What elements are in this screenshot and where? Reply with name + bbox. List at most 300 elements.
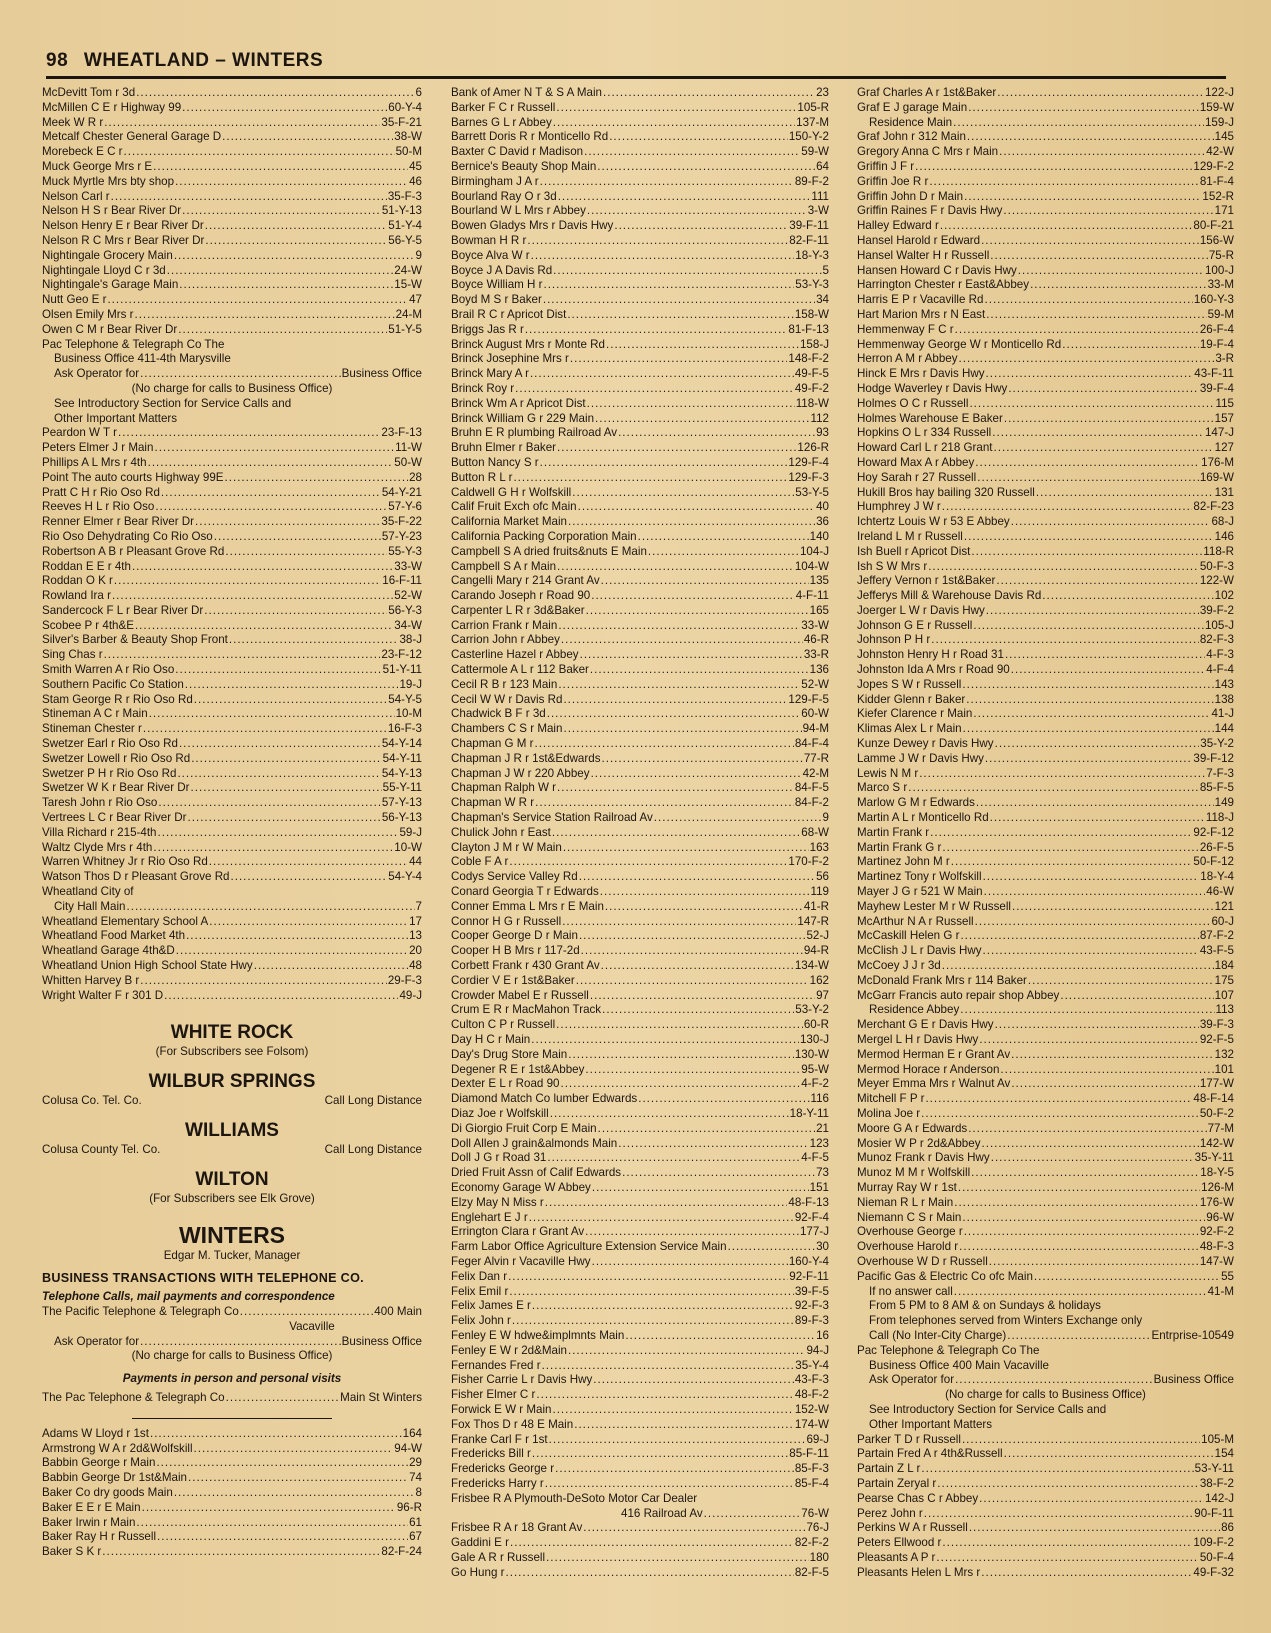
leader-dots	[158, 826, 399, 841]
leader-dots	[1004, 1447, 1214, 1462]
listing-name: Moore G A r Edwards	[857, 1121, 968, 1135]
listing-number: 76-J	[806, 1521, 829, 1535]
leader-dots	[550, 1107, 789, 1122]
listing-name: Bowman H R r	[451, 233, 527, 247]
leader-dots	[973, 619, 1204, 634]
listing-row	[42, 145, 422, 160]
listing-name: Lamme J W r Davis Hwy	[857, 751, 984, 765]
leader-dots	[1011, 1048, 1214, 1063]
listing-number: 105-J	[1204, 618, 1234, 632]
listing-number: 111	[811, 189, 829, 203]
listing-number: 138	[1214, 692, 1234, 706]
listing-number: 23-F-13	[381, 426, 422, 440]
leader-dots	[969, 1521, 1220, 1536]
leader-dots	[154, 441, 394, 456]
leader-dots	[506, 1566, 794, 1581]
listing-row	[857, 116, 1234, 131]
listing-name: Pratt C H r Rio Oso Rd	[42, 485, 160, 499]
leader-dots	[546, 1551, 809, 1566]
listing-number: 34	[816, 293, 829, 307]
listing-name: Herron A M r Abbey	[857, 352, 958, 366]
section-title-wilbur-springs: WILBUR SPRINGS	[148, 1071, 316, 1093]
leader-dots	[654, 811, 822, 826]
listing-row	[451, 116, 829, 131]
listing-number: 118-R	[1203, 544, 1234, 558]
no-charge-note: (No charge for calls to Business Office)	[131, 1349, 333, 1363]
listing-row	[42, 1427, 422, 1442]
listing-number: 96-R	[396, 1500, 422, 1514]
listing-row	[857, 796, 1234, 811]
listing-name: Caldwell G H r Wolfskill	[451, 485, 572, 499]
leader-dots	[174, 249, 415, 264]
listing-row	[42, 574, 422, 589]
listing-row	[857, 574, 1234, 589]
leader-dots	[983, 944, 1199, 959]
leader-dots	[985, 752, 1192, 767]
leader-dots	[194, 1442, 394, 1457]
listing-name: Ireland L M r Russell	[857, 529, 963, 543]
listing-number: 143	[1214, 677, 1234, 691]
listing-row	[451, 959, 829, 974]
listing-row	[451, 1063, 829, 1078]
leader-dots	[638, 530, 809, 545]
leader-dots	[182, 101, 387, 116]
listing-name: Wright Walter F r 301 D	[42, 988, 164, 1002]
leader-dots	[118, 426, 380, 441]
listing-number: 59-J	[399, 825, 422, 839]
listing-number: 56-Y-3	[388, 603, 422, 617]
listing-row	[451, 86, 829, 101]
listing-row	[451, 796, 829, 811]
leader-dots	[214, 530, 381, 545]
listing-row	[857, 249, 1234, 264]
listing-name: McMillen C E r Highway 99	[42, 100, 182, 114]
listing-name: Day's Drug Store Main	[451, 1047, 568, 1061]
listing-row	[857, 1285, 1234, 1300]
leader-dots	[561, 633, 803, 648]
listing-name: Hoy Sarah r 27 Russell	[857, 470, 977, 484]
leader-dots	[986, 604, 1199, 619]
leader-dots	[1011, 515, 1211, 530]
leader-dots	[543, 293, 815, 308]
listing-number: 5	[822, 263, 829, 277]
leader-dots	[985, 293, 1193, 308]
listing-name: Graf Charles A r 1st&Baker	[857, 86, 997, 99]
listing-row	[42, 707, 422, 722]
listing-row	[42, 204, 422, 219]
pac-tel-office: Business Office 400 Main Vacaville	[869, 1358, 1050, 1372]
listing-name: Feger Alvin r Vacaville Hwy	[451, 1254, 591, 1268]
leader-dots	[962, 1433, 1200, 1448]
listing-number: 54-Y-21	[381, 485, 422, 499]
listing-number: 49-F-32	[1193, 1565, 1234, 1579]
listing-number: 154	[1214, 1447, 1234, 1461]
pac-tel-note: (No charge for calls to Business Office)	[131, 381, 333, 395]
listing-number: 41-M	[1207, 1284, 1234, 1298]
listing-name: Fenley E W r 2d&Main	[451, 1343, 567, 1357]
listing-name: Sandercock F L r Bear River Dr	[42, 603, 204, 617]
listing-number: 38-W	[394, 130, 422, 144]
listing-row	[42, 663, 422, 678]
listing-number: 50-F-12	[1193, 855, 1234, 869]
listing-row	[451, 1433, 829, 1448]
listing-name: McCoey J J r 3d	[857, 959, 941, 973]
listing-row	[42, 915, 422, 930]
listing-name: Ask Operator for	[54, 367, 140, 381]
listing-number: 6	[415, 86, 422, 99]
listing-name: Ask Operator for	[54, 1334, 140, 1348]
leader-dots	[175, 175, 408, 190]
listing-group	[42, 426, 422, 885]
listing-name: Point The auto courts Highway 99E	[42, 470, 224, 484]
listing-number: 119	[810, 885, 829, 899]
leader-dots	[583, 1521, 805, 1536]
listing-row	[451, 130, 829, 145]
listing-name: Di Giorgio Fruit Corp E Main	[451, 1121, 597, 1135]
listing-name: Klimas Alex L r Main	[857, 722, 962, 736]
leader-dots	[595, 412, 809, 427]
listing-number: 54-Y-4	[388, 870, 422, 884]
listing-number: 48	[409, 959, 422, 973]
listing-number: 4-F-4	[1206, 663, 1234, 677]
listing-row	[857, 1181, 1234, 1196]
listing-number: 35-Y-11	[1194, 1151, 1234, 1165]
listing-name: California Packing Corporation Main	[451, 529, 637, 543]
listing-row	[451, 264, 829, 279]
listing-row	[42, 1456, 422, 1471]
leader-dots	[598, 1122, 815, 1137]
listing-number: 107	[1214, 988, 1234, 1002]
listing-name: Gale A R r Russell	[451, 1550, 546, 1564]
listing-row	[42, 249, 422, 264]
leader-dots	[161, 486, 381, 501]
leader-dots	[176, 944, 408, 959]
listing-number: 50-W	[394, 455, 422, 469]
leader-dots	[997, 86, 1204, 101]
listing-row	[451, 1388, 829, 1403]
leader-dots	[531, 1033, 799, 1048]
listing-row	[857, 693, 1234, 708]
column-2	[451, 86, 829, 1580]
listing-name: Felix John r	[451, 1314, 511, 1328]
listing-row	[857, 752, 1234, 767]
listing-row	[42, 441, 422, 456]
listing-name: Hukill Bros hay bailing 320 Russell	[857, 485, 1035, 499]
listing-row	[451, 885, 829, 900]
business-title: BUSINESS TRANSACTIONS WITH TELEPHONE CO.	[42, 1271, 364, 1286]
listing-number: 130-J	[799, 1033, 829, 1046]
pac-tel-see-2: Other Important Matters	[54, 411, 178, 425]
listing-row	[857, 929, 1234, 944]
listing-row	[857, 426, 1234, 441]
listing-number: 43-F-3	[794, 1373, 829, 1387]
listing-number: 13	[409, 929, 422, 943]
listing-row	[451, 560, 829, 575]
listing-number: 113	[1215, 1003, 1234, 1017]
listing-row	[451, 1181, 829, 1196]
listing-name: Overhouse George r	[857, 1225, 963, 1239]
listing-name: Swetzer Earl r Rio Oso Rd	[42, 737, 178, 751]
listing-number: 122-W	[1199, 574, 1234, 588]
listing-row	[42, 234, 422, 249]
pac-tel-block	[42, 338, 422, 427]
leader-dots	[986, 367, 1194, 382]
listing-row	[857, 278, 1234, 293]
listing-row	[451, 633, 829, 648]
listing-name: Peardon W T r	[42, 426, 117, 440]
leader-dots	[174, 1486, 415, 1501]
leader-dots	[104, 648, 381, 663]
leader-dots	[574, 1418, 794, 1433]
listing-row	[42, 426, 422, 441]
listing-name: Cattermole A L r 112 Baker	[451, 663, 589, 677]
listing-row	[857, 870, 1234, 885]
page-number: 98	[46, 50, 69, 71]
leader-dots	[580, 648, 803, 663]
listing-name: Cooper George D r Main	[451, 929, 578, 943]
listing-number: 11-W	[395, 441, 422, 455]
listing-row	[451, 693, 829, 708]
leader-dots	[958, 1181, 1200, 1196]
listing-name: Whitten Harvey B r	[42, 973, 140, 987]
listing-name: Rio Oso Dehydrating Co Rio Oso	[42, 529, 213, 543]
listing-row	[451, 1551, 829, 1566]
listing-number: 180	[809, 1550, 829, 1564]
listing-name: Conard Georgia T r Edwards	[451, 885, 599, 899]
listing-group	[451, 1521, 829, 1580]
leader-dots	[959, 352, 1215, 367]
pac-tel-see-2: Other Important Matters	[869, 1417, 993, 1431]
listing-name: If no answer call	[869, 1284, 953, 1298]
listing-number: 49-F-5	[794, 367, 829, 381]
leader-dots	[205, 219, 388, 234]
listing-number: 39-F-3	[1199, 1018, 1234, 1032]
listing-number: 42-M	[802, 766, 829, 780]
listing-name: Joerger L W r Davis Hwy	[857, 603, 985, 617]
listing-number: 47	[409, 293, 422, 307]
leader-dots	[964, 530, 1214, 545]
listing-row	[451, 426, 829, 441]
listing-row	[42, 841, 422, 856]
listing-name: The Pacific Telephone & Telegraph Co	[42, 1304, 239, 1318]
section-line-right: Call Long Distance	[324, 1143, 422, 1156]
listing-number: 92-F-11	[789, 1269, 829, 1283]
leader-dots	[553, 264, 821, 279]
listing-name: Brinck August Mrs r Monte Rd	[451, 337, 605, 351]
listing-name: Bourland W L Mrs r Abbey	[451, 204, 586, 218]
listing-name: Kunze Dewey r Davis Hwy	[857, 737, 994, 751]
leader-dots	[124, 145, 395, 160]
listing-row	[857, 1003, 1234, 1018]
listing-number: 43-F-5	[1199, 944, 1234, 958]
leader-dots	[185, 678, 399, 693]
listing-row	[857, 944, 1234, 959]
listing-number: 142-J	[1204, 1491, 1234, 1505]
listing-row	[451, 707, 829, 722]
listing-row	[451, 1359, 829, 1374]
listing-name: Partain Zeryal r	[857, 1476, 937, 1490]
listing-row	[42, 278, 422, 293]
leader-dots	[547, 1151, 800, 1166]
listing-name: Marlow G M r Edwards	[857, 796, 975, 810]
leader-dots	[971, 545, 1202, 560]
listing-row	[857, 308, 1234, 323]
leader-dots	[510, 1536, 794, 1551]
listing-number: 86	[1221, 1521, 1234, 1535]
leader-dots	[532, 1447, 788, 1462]
listing-name: Nelson Carl r	[42, 189, 110, 203]
leader-dots	[545, 1477, 794, 1492]
listing-name: Baker Co dry goods Main	[42, 1485, 173, 1499]
leader-dots	[951, 855, 1193, 870]
listing-number: 55	[1221, 1269, 1234, 1283]
leader-dots	[1008, 382, 1199, 397]
listing-name: Frisbee R A r 18 Grant Av	[451, 1521, 583, 1535]
listing-name: Bowen Gladys Mrs r Davis Hwy	[451, 219, 614, 233]
listing-name: Clayton J M r W Main	[451, 840, 562, 854]
listing-number: 19-J	[399, 677, 422, 691]
leader-dots	[563, 693, 787, 708]
listing-row	[451, 323, 829, 338]
listing-name: Carrion Frank r Main	[451, 618, 558, 632]
listing-row	[857, 397, 1234, 412]
listing-number: 163	[809, 840, 829, 854]
leader-dots	[954, 1196, 1199, 1211]
listing-row	[857, 486, 1234, 501]
leader-dots	[1060, 989, 1213, 1004]
leader-dots	[584, 145, 800, 160]
listing-row	[857, 1521, 1234, 1536]
section-title-winters: WINTERS	[178, 1221, 286, 1248]
leader-dots	[990, 811, 1205, 826]
leader-dots	[991, 1151, 1194, 1166]
listing-name: Chapman J R r 1st&Edwards	[451, 751, 601, 765]
listing-name: Munoz Frank r Davis Hwy	[857, 1151, 990, 1165]
listing-row	[857, 1536, 1234, 1551]
leader-dots	[942, 500, 1193, 515]
listing-row	[451, 648, 829, 663]
listing-number: 39-F-11	[789, 219, 829, 233]
listing-name: Meek W R r	[42, 115, 104, 129]
listing-name: Residence Main	[869, 115, 953, 129]
listing-name: Boyce Alva W r	[451, 248, 530, 262]
listing-name: Villa Richard r 215-4th	[42, 825, 157, 839]
leader-dots	[925, 1092, 1192, 1107]
leader-dots	[931, 633, 1199, 648]
listing-row	[451, 1166, 829, 1181]
listing-row	[857, 1151, 1234, 1166]
listing-name: Brail R C r Apricot Dist	[451, 307, 567, 321]
listing-number: 131	[1214, 485, 1234, 499]
leader-dots	[921, 1107, 1199, 1122]
listing-name: The Pac Telephone & Telegraph Co	[42, 1390, 225, 1404]
listing-row	[451, 1536, 829, 1551]
listing-name: McClish J L r Davis Hwy	[857, 944, 982, 958]
listing-number: 55-Y-3	[388, 544, 422, 558]
listing-name: Hodge Waverley r Davis Hwy	[857, 381, 1008, 395]
listing-row	[451, 1299, 829, 1314]
listing-row	[42, 219, 422, 234]
listing-name: Hemmenway F C r	[857, 322, 954, 336]
listing-name: Barnes G L r Abbey	[451, 115, 552, 129]
listing-number: 51-Y-13	[381, 204, 422, 218]
listing-row	[857, 1462, 1234, 1477]
listing-name: Culton C P r Russell	[451, 1018, 556, 1032]
listing-row	[857, 1477, 1234, 1492]
listing-name: Baker Ray H r Russell	[42, 1530, 157, 1544]
leader-dots	[209, 915, 408, 930]
listing-name: Englehart E J r	[451, 1210, 528, 1224]
listing-name: Chadwick B F r 3d	[451, 707, 546, 721]
listing-row	[42, 1442, 422, 1457]
listing-row	[451, 1107, 829, 1122]
listing-number: Business Office	[1153, 1373, 1234, 1387]
listing-number: 109-F-2	[1193, 1536, 1234, 1550]
listing-row	[857, 1551, 1234, 1566]
pac-tel-see: See Introductory Section for Service Calls and	[869, 1402, 1107, 1416]
leader-dots	[990, 249, 1208, 264]
leader-dots	[593, 1373, 794, 1388]
listing-row	[42, 1516, 422, 1531]
listing-number: 45	[409, 159, 422, 173]
listing-name: Sing Chas r	[42, 648, 103, 662]
listing-row	[42, 308, 422, 323]
listing-number: 39-F-2	[1199, 603, 1234, 617]
listing-name: Diaz Joe r Wolfskill	[451, 1106, 549, 1120]
listing-row	[451, 1151, 829, 1166]
listing-row	[42, 1305, 422, 1320]
listing-number: Entrprise-10549	[1151, 1328, 1234, 1342]
leader-dots	[638, 1092, 809, 1107]
listing-name: Graf E J garage Main	[857, 100, 968, 114]
listing-number: 48-F-3	[1199, 1240, 1234, 1254]
listing-name: Nelson Henry E r Bear River Dr	[42, 219, 204, 233]
leader-dots	[937, 1477, 1199, 1492]
listing-row	[451, 1329, 829, 1344]
listing-number: 55-Y-11	[382, 781, 422, 795]
listing-number: 54-Y-14	[381, 737, 422, 751]
leader-dots	[586, 604, 809, 619]
listing-name: Wheatland Union High School State Hwy	[42, 959, 253, 973]
listing-row	[857, 367, 1234, 382]
leader-dots	[209, 855, 408, 870]
listing-row	[857, 323, 1234, 338]
listing-number: 105-M	[1201, 1432, 1234, 1446]
listing-name: Corbett Frank r 430 Grant Av	[451, 959, 600, 973]
listing-number: 53-Y-5	[795, 485, 829, 499]
listing-name: Hemmenway George W r Monticello Rd	[857, 337, 1062, 351]
listing-row	[451, 1521, 829, 1536]
listing-row	[857, 1107, 1234, 1122]
listing-number: 23-F-12	[381, 648, 422, 662]
listing-number: 51-Y-11	[382, 663, 422, 677]
listing-row	[857, 974, 1234, 989]
listing-row	[857, 160, 1234, 175]
leader-dots	[979, 1492, 1204, 1507]
leader-dots	[567, 308, 794, 323]
leader-dots	[601, 574, 809, 589]
listing-number: 159-W	[1199, 100, 1234, 114]
listing-number: 162	[809, 973, 829, 987]
listing-row	[451, 1033, 829, 1048]
listing-row	[857, 900, 1234, 915]
listing-row	[857, 101, 1234, 116]
leader-dots	[157, 1530, 408, 1545]
listing-name: Dexter E L r Road 90	[451, 1077, 560, 1091]
leader-dots	[132, 560, 393, 575]
listing-name: Jopes S W r Russell	[857, 677, 962, 691]
listing-number: 42-W	[1206, 145, 1234, 159]
